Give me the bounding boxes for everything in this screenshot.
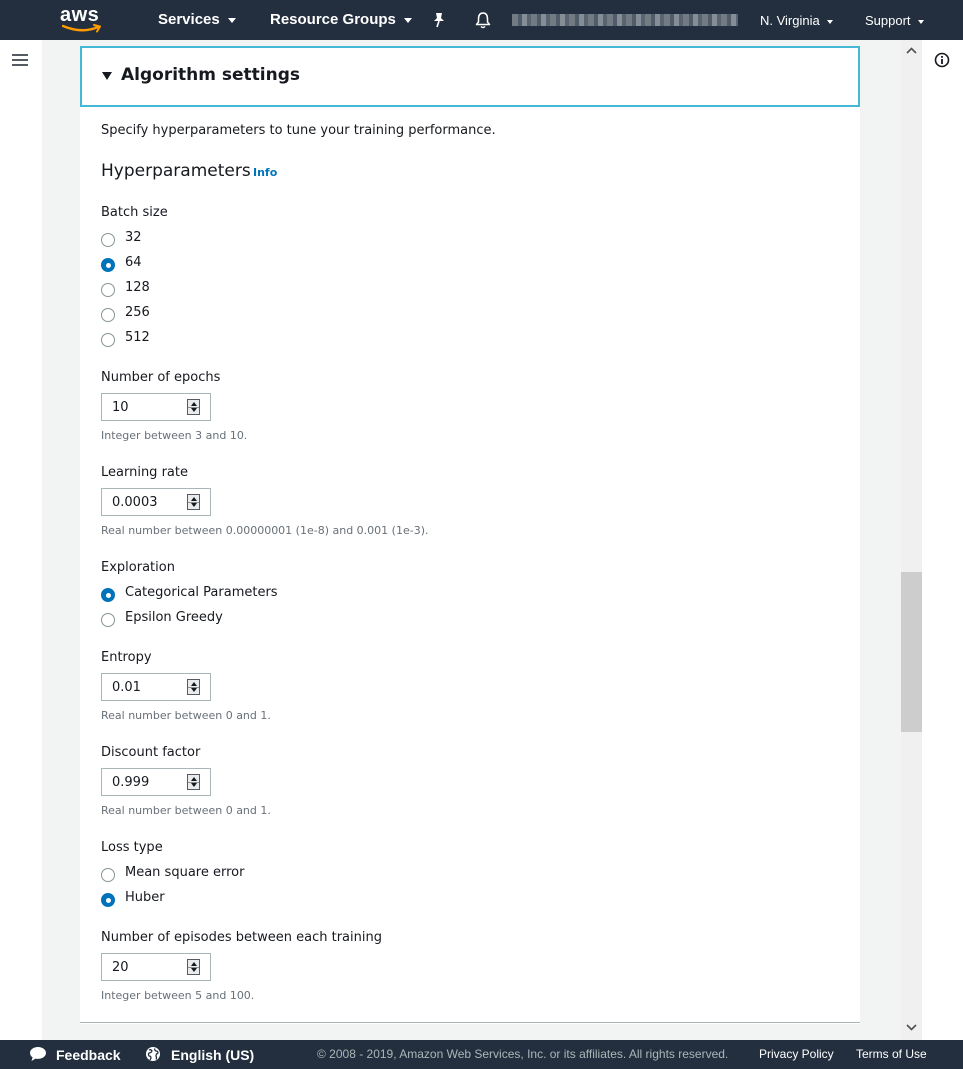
episodes-input[interactable] xyxy=(101,953,211,981)
support-menu[interactable] xyxy=(865,13,924,28)
terms-of-use-link[interactable]: Terms of Use xyxy=(856,1047,927,1061)
entropy-hint: Real number between 0 and 1. xyxy=(101,709,271,722)
vertical-scrollbar[interactable] xyxy=(901,40,922,1040)
radio-button[interactable] xyxy=(101,308,115,322)
services-label: Services xyxy=(158,11,220,28)
number-spinner-icon[interactable] xyxy=(187,774,200,790)
batch-size-label: Batch size xyxy=(101,205,168,220)
epochs-label: Number of epochs xyxy=(101,370,221,385)
feedback-label: Feedback xyxy=(56,1047,121,1063)
panel-divider xyxy=(80,1022,860,1023)
pin-icon[interactable] xyxy=(432,12,446,28)
number-spinner-icon[interactable] xyxy=(187,959,200,975)
radio-button[interactable] xyxy=(101,868,115,882)
scrollbar-thumb[interactable] xyxy=(901,572,922,732)
console-footer xyxy=(0,1040,963,1069)
radio-button[interactable] xyxy=(101,613,115,627)
right-tools-drawer xyxy=(922,40,963,1040)
algorithm-settings-header[interactable] xyxy=(80,46,860,107)
left-side-drawer xyxy=(0,40,42,1040)
region-menu[interactable] xyxy=(760,13,833,28)
panel-description: Specify hyperparameters to tune your training performance. xyxy=(101,123,496,138)
entropy-input[interactable] xyxy=(101,673,211,701)
radio-button[interactable] xyxy=(101,233,115,247)
episodes-label: Number of episodes between each training xyxy=(101,930,382,945)
discount-factor-value: 0.999 xyxy=(112,775,150,790)
radio-button-selected[interactable] xyxy=(101,893,115,907)
learning-rate-hint: Real number between 0.00000001 (1e-8) and 0.001 (1e-3). xyxy=(101,524,429,537)
exploration-label: Exploration xyxy=(101,560,175,575)
radio-label: Epsilon Greedy xyxy=(125,610,223,625)
epochs-value: 10 xyxy=(112,400,129,415)
privacy-policy-link[interactable]: Privacy Policy xyxy=(759,1047,834,1061)
radio-label: Huber xyxy=(125,890,165,905)
resource-groups-menu[interactable] xyxy=(270,11,412,28)
radio-label: 256 xyxy=(125,305,150,320)
learning-rate-label: Learning rate xyxy=(101,465,188,480)
learning-rate-value: 0.0003 xyxy=(112,495,158,510)
services-menu[interactable] xyxy=(158,11,236,28)
support-label: Support xyxy=(865,13,911,28)
caret-down-icon xyxy=(404,18,412,23)
caret-down-icon xyxy=(918,20,924,24)
hamburger-icon[interactable] xyxy=(12,54,28,66)
scroll-up-icon[interactable] xyxy=(901,44,922,58)
learning-rate-input[interactable] xyxy=(101,488,211,516)
top-navigation xyxy=(0,0,963,40)
radio-button[interactable] xyxy=(101,283,115,297)
discount-factor-input[interactable] xyxy=(101,768,211,796)
number-spinner-icon[interactable] xyxy=(187,679,200,695)
bell-icon[interactable] xyxy=(475,11,491,29)
entropy-label: Entropy xyxy=(101,650,152,665)
entropy-value: 0.01 xyxy=(112,680,141,695)
radio-button-selected[interactable] xyxy=(101,258,115,272)
radio-label: 32 xyxy=(125,230,142,245)
episodes-hint: Integer between 5 and 100. xyxy=(101,989,255,1002)
radio-label: 512 xyxy=(125,330,150,345)
caret-down-icon xyxy=(228,18,236,23)
episodes-value: 20 xyxy=(112,960,129,975)
speech-bubble-icon xyxy=(29,1046,47,1062)
radio-label: Categorical Parameters xyxy=(125,585,278,600)
discount-factor-label: Discount factor xyxy=(101,745,201,760)
algorithm-settings-panel xyxy=(80,46,860,1024)
radio-label: 128 xyxy=(125,280,150,295)
hyperparameters-heading: Hyperparameters xyxy=(101,161,251,181)
panel-title: Algorithm settings xyxy=(121,65,301,85)
radio-label: 64 xyxy=(125,255,142,270)
caret-down-icon xyxy=(827,20,833,24)
scroll-down-icon[interactable] xyxy=(901,1020,922,1034)
region-label: N. Virginia xyxy=(760,13,820,28)
epochs-input[interactable] xyxy=(101,393,211,421)
language-label: English (US) xyxy=(171,1047,255,1063)
number-spinner-icon[interactable] xyxy=(187,399,200,415)
loss-type-label: Loss type xyxy=(101,840,163,855)
radio-button[interactable] xyxy=(101,333,115,347)
expand-triangle-icon xyxy=(102,72,112,80)
info-circle-icon[interactable] xyxy=(934,52,950,68)
radio-button-selected[interactable] xyxy=(101,588,115,602)
aws-logo-text: aws xyxy=(60,4,100,26)
resource-groups-label: Resource Groups xyxy=(270,11,396,28)
copyright-text: © 2008 - 2019, Amazon Web Services, Inc. or its affiliates. All rights reserved. xyxy=(317,1047,729,1061)
account-menu-redacted[interactable] xyxy=(512,14,738,26)
info-link[interactable]: Info xyxy=(253,166,278,179)
number-spinner-icon[interactable] xyxy=(187,494,200,510)
discount-factor-hint: Real number between 0 and 1. xyxy=(101,804,271,817)
globe-icon xyxy=(145,1046,161,1062)
radio-label: Mean square error xyxy=(125,865,245,880)
aws-smile-icon xyxy=(62,24,104,34)
epochs-hint: Integer between 3 and 10. xyxy=(101,429,248,442)
aws-logo[interactable] xyxy=(60,4,104,36)
